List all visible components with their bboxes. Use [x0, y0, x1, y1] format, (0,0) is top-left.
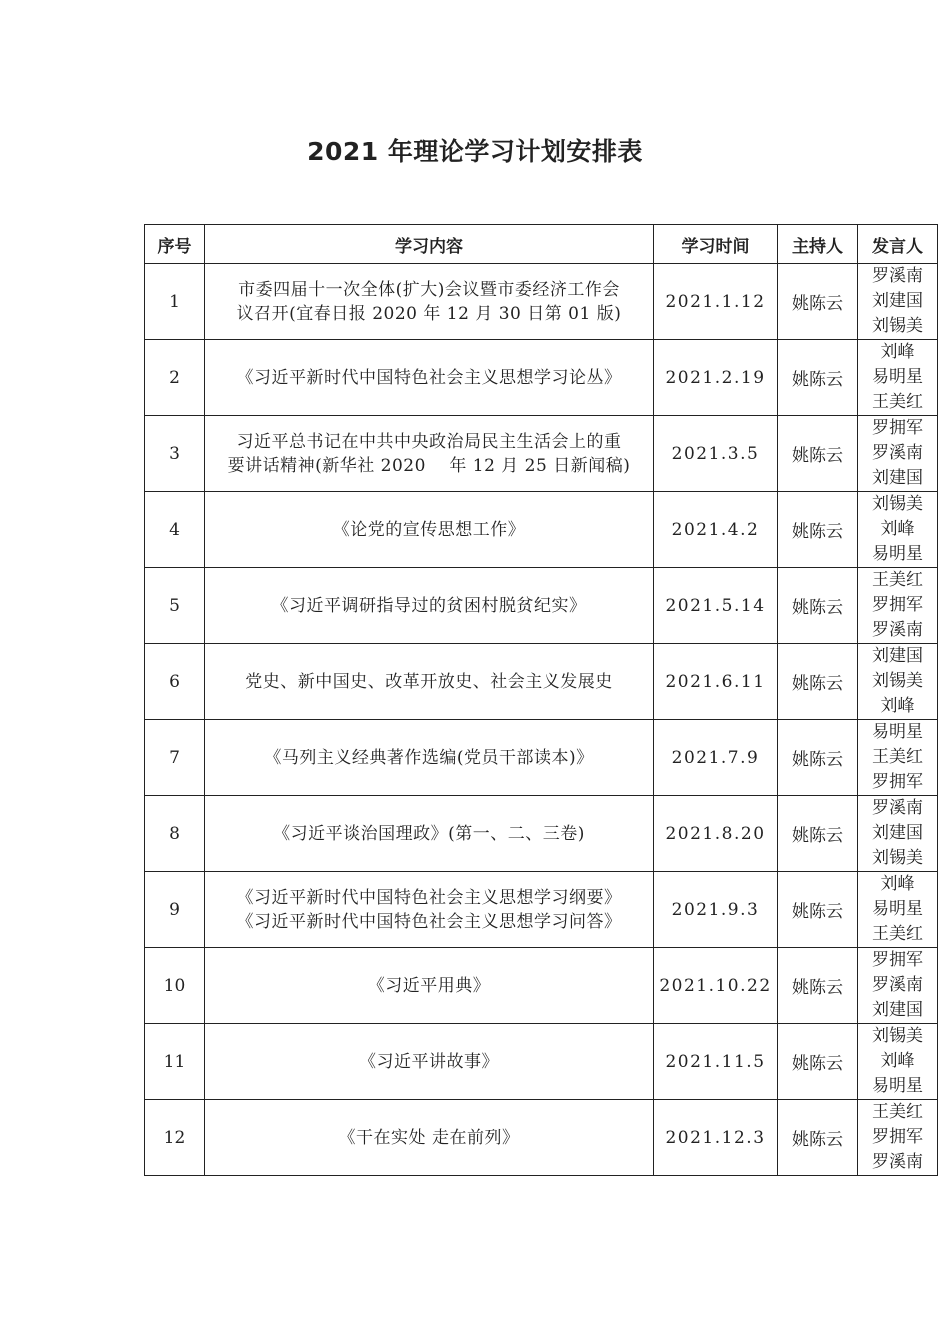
speaker-name: 易明星	[872, 899, 923, 919]
cell-time: 2021.2.19	[654, 340, 778, 416]
page-title: 2021 年理论学习计划安排表	[307, 137, 643, 166]
cell-time: 2021.12.3	[654, 1100, 778, 1176]
content-line: 要讲话精神(新华社 2020 年 12 月 25 日新闻稿)	[227, 455, 631, 476]
cell-speakers	[858, 416, 938, 492]
speaker-name: 罗溪南	[872, 975, 923, 995]
cell-seq: 12	[145, 1100, 205, 1176]
cell-seq: 4	[145, 492, 205, 568]
content-line: 《习近平新时代中国特色社会主义思想学习论丛》	[236, 367, 622, 388]
cell-content	[205, 948, 654, 1024]
table-row	[145, 416, 938, 492]
cell-content	[205, 416, 654, 492]
table-row	[145, 644, 938, 720]
cell-speakers	[858, 796, 938, 872]
cell-content	[205, 264, 654, 340]
content-line: 《习近平谈治国理政》(第一、二、三卷)	[273, 823, 585, 844]
content-line: 《习近平新时代中国特色社会主义思想学习纲要》	[236, 887, 622, 908]
cell-time: 2021.3.5	[654, 416, 778, 492]
cell-speakers	[858, 1024, 938, 1100]
table-row	[145, 796, 938, 872]
table-header-row	[145, 225, 938, 264]
speaker-name: 罗溪南	[872, 443, 923, 463]
content-line: 议召开(宜春日报 2020 年 12 月 30 日第 01 版)	[236, 303, 622, 324]
header-content: 学习内容	[205, 225, 654, 264]
cell-content	[205, 872, 654, 948]
speaker-name: 刘峰	[880, 696, 915, 716]
speaker-name: 刘建国	[872, 646, 923, 666]
table-row	[145, 340, 938, 416]
speaker-name: 罗拥军	[872, 950, 923, 970]
speaker-name: 刘锡美	[872, 1026, 923, 1046]
speaker-name: 易明星	[872, 722, 923, 742]
table-row	[145, 1100, 938, 1176]
cell-speakers	[858, 264, 938, 340]
cell-speakers	[858, 340, 938, 416]
cell-time: 2021.4.2	[654, 492, 778, 568]
cell-time: 2021.9.3	[654, 872, 778, 948]
speaker-name: 罗溪南	[872, 620, 923, 640]
content-line: 《习近平新时代中国特色社会主义思想学习问答》	[236, 911, 622, 932]
table-row	[145, 872, 938, 948]
cell-content	[205, 796, 654, 872]
cell-time: 2021.1.12	[654, 264, 778, 340]
content-line: 《干在实处 走在前列》	[338, 1127, 520, 1148]
speaker-name: 罗拥军	[872, 1127, 923, 1147]
cell-time: 2021.10.22	[654, 948, 778, 1024]
content-line: 《习近平用典》	[367, 975, 491, 996]
speaker-name: 王美红	[872, 924, 923, 944]
speaker-name: 刘峰	[880, 519, 915, 539]
content-line: 习近平总书记在中共中央政治局民主生活会上的重	[236, 431, 622, 452]
table-row	[145, 948, 938, 1024]
cell-seq: 3	[145, 416, 205, 492]
cell-seq: 5	[145, 568, 205, 644]
cell-time: 2021.6.11	[654, 644, 778, 720]
table-row	[145, 492, 938, 568]
cell-seq: 1	[145, 264, 205, 340]
cell-host: 姚陈云	[778, 720, 858, 796]
cell-seq: 2	[145, 340, 205, 416]
cell-host: 姚陈云	[778, 796, 858, 872]
table-row	[145, 264, 938, 340]
header-time: 学习时间	[654, 225, 778, 264]
speaker-name: 罗溪南	[872, 266, 923, 286]
header-speakers: 发言人	[858, 225, 938, 264]
speaker-name: 刘建国	[872, 1000, 923, 1020]
cell-time: 2021.8.20	[654, 796, 778, 872]
cell-speakers	[858, 644, 938, 720]
cell-content	[205, 1024, 654, 1100]
cell-seq: 7	[145, 720, 205, 796]
speaker-name: 刘峰	[880, 1051, 915, 1071]
content-line: 《习近平讲故事》	[359, 1051, 499, 1072]
cell-host: 姚陈云	[778, 872, 858, 948]
cell-content	[205, 568, 654, 644]
table-row	[145, 720, 938, 796]
speaker-name: 刘锡美	[872, 494, 923, 514]
content-line: 《马列主义经典著作选编(党员干部读本)》	[264, 747, 594, 768]
cell-speakers	[858, 568, 938, 644]
speaker-name: 刘峰	[880, 874, 915, 894]
cell-content	[205, 720, 654, 796]
table-row	[145, 1024, 938, 1100]
table-row	[145, 568, 938, 644]
cell-host: 姚陈云	[778, 492, 858, 568]
cell-seq: 8	[145, 796, 205, 872]
speaker-name: 刘建国	[872, 823, 923, 843]
cell-host: 姚陈云	[778, 568, 858, 644]
cell-time: 2021.7.9	[654, 720, 778, 796]
cell-speakers	[858, 1100, 938, 1176]
speaker-name: 王美红	[872, 570, 923, 590]
speaker-name: 刘锡美	[872, 671, 923, 691]
cell-speakers	[858, 948, 938, 1024]
cell-content	[205, 1100, 654, 1176]
cell-seq: 11	[145, 1024, 205, 1100]
content-line: 市委四届十一次全体(扩大)会议暨市委经济工作会	[238, 279, 620, 300]
speaker-name: 刘锡美	[872, 316, 923, 336]
speaker-name: 易明星	[872, 367, 923, 387]
speaker-name: 易明星	[872, 1076, 923, 1096]
speaker-name: 罗溪南	[872, 798, 923, 818]
content-line: 《习近平调研指导过的贫困村脱贫纪实》	[271, 595, 587, 616]
cell-content	[205, 492, 654, 568]
content-line: 《论党的宣传思想工作》	[332, 519, 526, 540]
speaker-name: 王美红	[872, 392, 923, 412]
speaker-name: 易明星	[872, 544, 923, 564]
speaker-name: 王美红	[872, 1102, 923, 1122]
cell-content	[205, 644, 654, 720]
cell-host: 姚陈云	[778, 948, 858, 1024]
cell-speakers	[858, 720, 938, 796]
header-host: 主持人	[778, 225, 858, 264]
cell-speakers	[858, 872, 938, 948]
cell-seq: 9	[145, 872, 205, 948]
header-seq: 序号	[145, 225, 205, 264]
cell-host: 姚陈云	[778, 340, 858, 416]
speaker-name: 罗拥军	[872, 595, 923, 615]
cell-content	[205, 340, 654, 416]
cell-speakers	[858, 492, 938, 568]
speaker-name: 罗拥军	[872, 772, 923, 792]
cell-time: 2021.11.5	[654, 1024, 778, 1100]
speaker-name: 刘锡美	[872, 848, 923, 868]
cell-host: 姚陈云	[778, 1100, 858, 1176]
study-plan-table	[144, 224, 938, 1176]
cell-seq: 6	[145, 644, 205, 720]
table-body	[145, 264, 938, 1176]
cell-seq: 10	[145, 948, 205, 1024]
speaker-name: 刘建国	[872, 468, 923, 488]
cell-host: 姚陈云	[778, 1024, 858, 1100]
content-line: 党史、新中国史、改革开放史、社会主义发展史	[245, 671, 613, 692]
cell-host: 姚陈云	[778, 264, 858, 340]
speaker-name: 罗溪南	[872, 1152, 923, 1172]
speaker-name: 罗拥军	[872, 418, 923, 438]
cell-host: 姚陈云	[778, 644, 858, 720]
speaker-name: 王美红	[872, 747, 923, 767]
cell-time: 2021.5.14	[654, 568, 778, 644]
speaker-name: 刘建国	[872, 291, 923, 311]
cell-host: 姚陈云	[778, 416, 858, 492]
speaker-name: 刘峰	[880, 342, 915, 362]
